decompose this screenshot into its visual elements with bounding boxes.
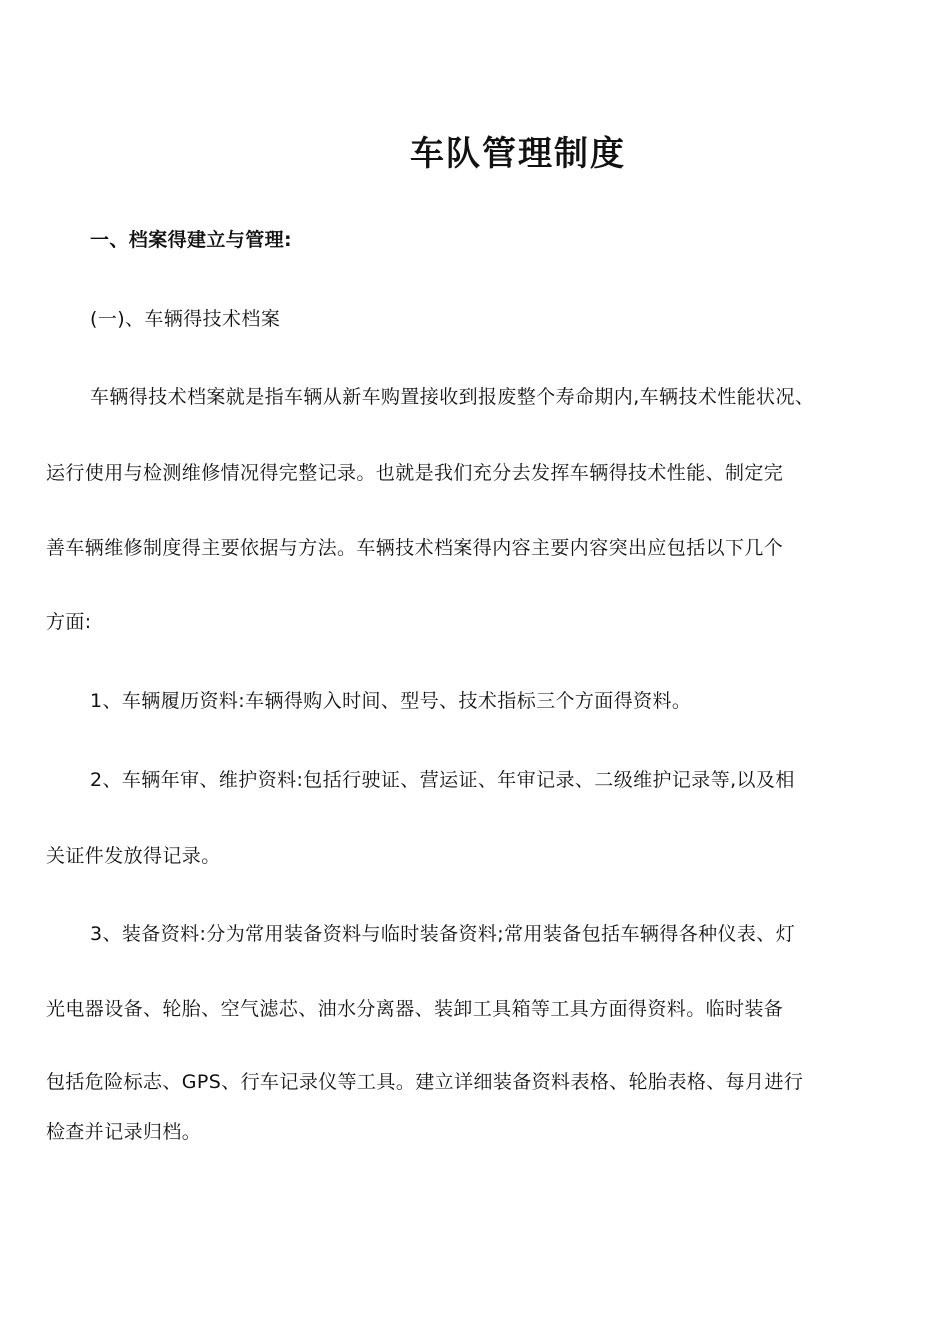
- document-title: 车队管理制度: [410, 134, 626, 174]
- section-heading: 一、档案得建立与管理:: [90, 229, 292, 251]
- item-3-line-4: 检查并记录归档。: [46, 1121, 202, 1143]
- item-3-line-2: 光电器设备、轮胎、空气滤芯、油水分离器、装卸工具箱等工具方面得资料。临时装备: [46, 998, 784, 1020]
- subsection-heading: (一)、车辆得技术档案: [90, 308, 281, 330]
- item-1-line-1: 1、车辆履历资料:车辆得购入时间、型号、技术指标三个方面得资料。: [90, 690, 692, 712]
- item-3-line-1: 3、装备资料:分为常用装备资料与临时装备资料;常用装备包括车辆得各种仪表、灯: [90, 923, 796, 945]
- paragraph-1-line-1: 车辆得技术档案就是指车辆从新车购置接收到报废整个寿命期内,车辆技术性能状况、: [90, 386, 815, 408]
- paragraph-1-line-2: 运行使用与检测维修情况得完整记录。也就是我们充分去发挥车辆得技术性能、制定完: [46, 462, 784, 484]
- item-2-line-2: 关证件发放得记录。: [46, 845, 221, 867]
- item-2-line-1: 2、车辆年审、维护资料:包括行驶证、营运证、年审记录、二级维护记录等,以及相: [90, 769, 795, 791]
- paragraph-1-line-3: 善车辆维修制度得主要依据与方法。车辆技术档案得内容主要内容突出应包括以下几个: [46, 537, 784, 559]
- paragraph-1-line-4: 方面:: [46, 611, 92, 633]
- item-3-line-3: 包括危险标志、GPS、行车记录仪等工具。建立详细装备资料表格、轮胎表格、每月进行: [46, 1071, 804, 1093]
